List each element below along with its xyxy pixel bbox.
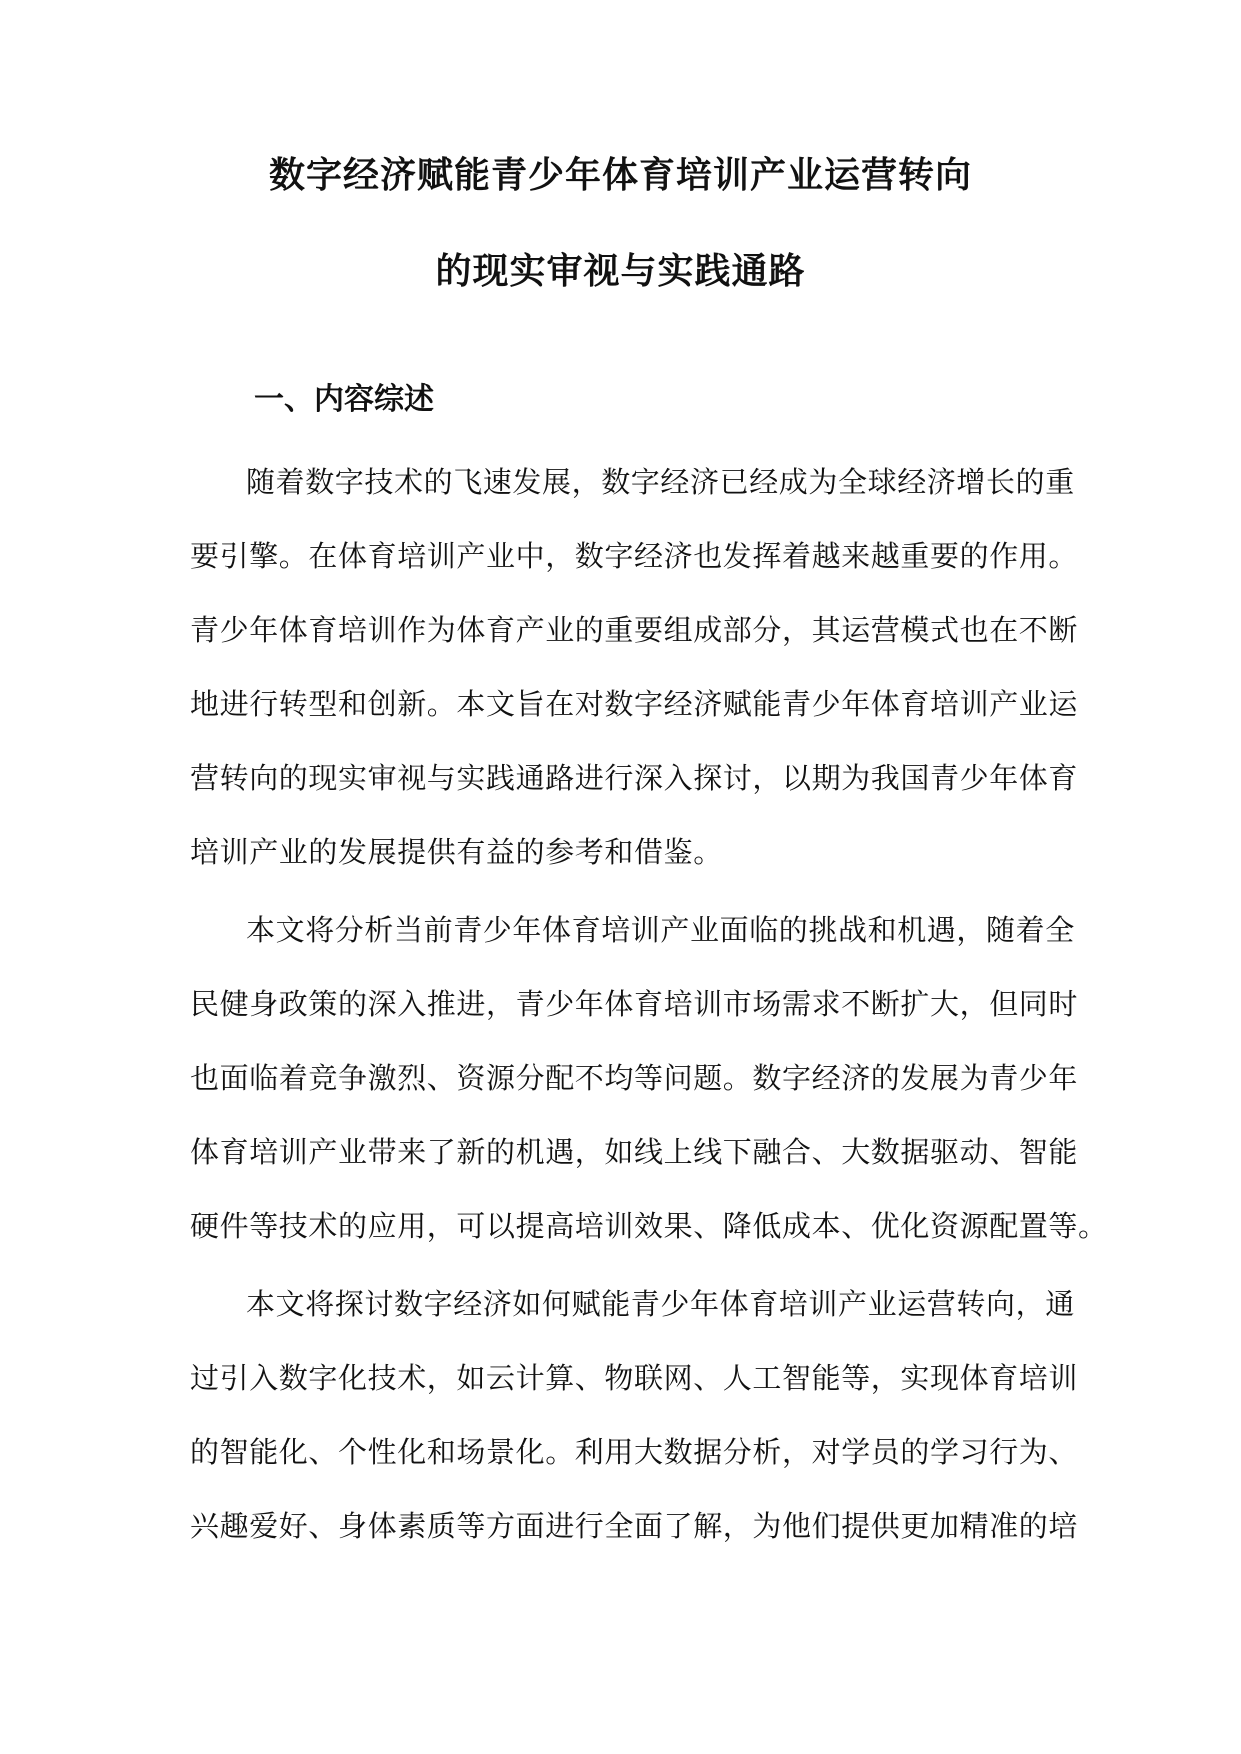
document-title-line-1: 数字经济赋能青少年体育培训产业运营转向 (268, 155, 972, 196)
paragraph-line: 民健身政策的深入推进，青少年体育培训市场需求不断扩大，但同时 (190, 987, 1079, 1021)
paragraph-line: 也面临着竞争激烈、资源分配不均等问题。数字经济的发展为青少年 (190, 1061, 1079, 1095)
paragraph-line: 要引擎。在体育培训产业中，数字经济也发挥着越来越重要的作用。 (190, 539, 1079, 573)
paragraph-line: 地进行转型和创新。本文旨在对数字经济赋能青少年体育培训产业运 (190, 687, 1079, 721)
paragraph-line: 营转向的现实审视与实践通路进行深入探讨，以期为我国青少年体育 (190, 761, 1079, 795)
paragraph-line: 本文将探讨数字经济如何赋能青少年体育培训产业运营转向，通 (246, 1287, 1075, 1321)
paragraph-line: 培训产业的发展提供有益的参考和借鉴。 (190, 835, 723, 869)
paragraph-line: 随着数字技术的飞速发展，数字经济已经成为全球经济增长的重 (246, 465, 1075, 499)
document-title-line-2: 的现实审视与实践通路 (435, 251, 806, 292)
paragraph-line: 硬件等技术的应用，可以提高培训效果、降低成本、优化资源配置等。 (190, 1209, 1108, 1243)
paragraph-line: 体育培训产业带来了新的机遇，如线上线下融合、大数据驱动、智能 (190, 1135, 1079, 1169)
paragraph-line: 过引入数字化技术，如云计算、物联网、人工智能等，实现体育培训 (190, 1361, 1079, 1395)
paragraph-line: 的智能化、个性化和场景化。利用大数据分析，对学员的学习行为、 (190, 1435, 1079, 1469)
section-heading: 一、内容综述 (254, 382, 434, 417)
paragraph-line: 青少年体育培训作为体育产业的重要组成部分，其运营模式也在不断 (190, 613, 1079, 647)
paragraph-line: 兴趣爱好、身体素质等方面进行全面了解，为他们提供更加精准的培 (190, 1509, 1079, 1543)
paragraph-line: 本文将分析当前青少年体育培训产业面临的挑战和机遇，随着全 (246, 913, 1075, 947)
